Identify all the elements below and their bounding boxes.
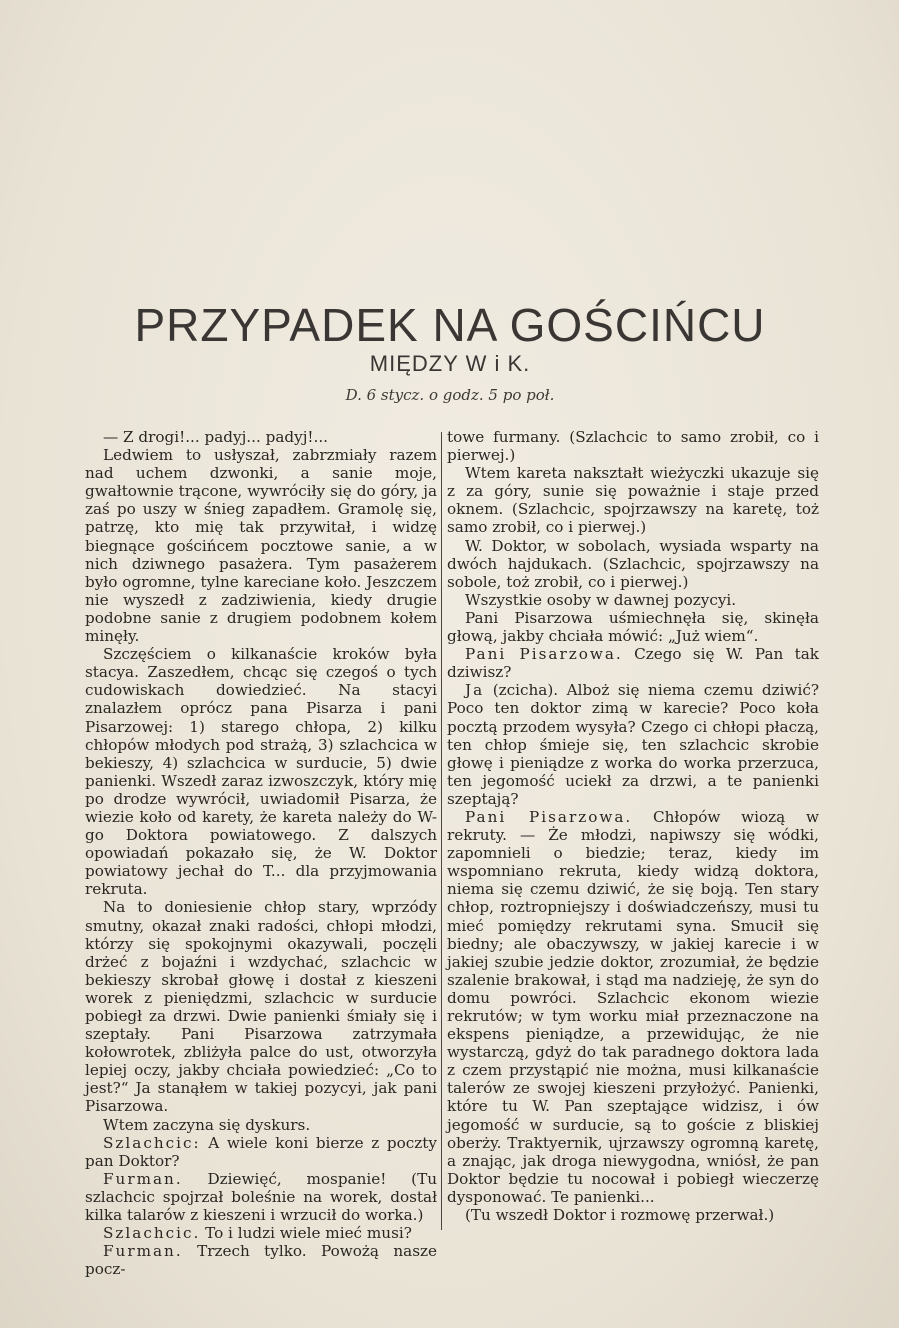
paragraph: Ledwiem to usłyszał, zabrzmiały razem nad uchem dzwonki, a sanie moje, gwałtownie trącone, wywróciły się do góry, ja zaś po uszy w śnieg zapadłem. Gramolę się, patrzę, kto mię tak przywitał, i widzę biegnące gościńcem pocztowe sanie, a w nich dziwnego pasażera. Tym pasażerem było ogromne, tylne kareciane koło. Jeszczem nie wyszedł z zadziwienia, kiedy drugie podobne sanie z drugiem podobnem kołem minęły. bbox=[85, 446, 437, 646]
speaker-name: Furman. bbox=[103, 1242, 183, 1261]
dialogue-line bbox=[447, 808, 819, 1206]
dialogue-line bbox=[85, 1170, 437, 1224]
column-divider bbox=[441, 432, 442, 1230]
right-column bbox=[447, 428, 819, 1224]
paragraph: W. Doktor, w sobolach, wysiada wsparty na dwóch hajdukach. (Szlachcic, spojrzawszy na sobole, toż zrobił, co i pierwej.) bbox=[447, 536, 819, 591]
paragraph: — Z drogi!... padyj... padyj!... bbox=[103, 428, 328, 446]
paragraph: (Tu wszedł Doktor i rozmowę przerwał.) bbox=[465, 1206, 775, 1225]
speaker-name: Pani Pisarzowa. bbox=[465, 807, 633, 826]
dialogue-text: Chłopów wiozą w rekruty. — Że młodzi, napiwszy się wódki, zapomnieli o biedzie; teraz, kiedy im wspomniano rekruta, kiedy widzą doktora, niema się czemu dziwić, że się boją. Ten stary chłop, roztropniejszy i doświadczeńszy, musi tu mieć pomiędzy rekrutami syna. Smucił się biedny; ale obaczywszy, w jakiej karecie i w jakiej szubie jedzie doktor, zrozumiał, że będzie szalenie brakował, i stąd ma nadzieję, że syn do domu powróci. Szlachcic ekonom wiezie rekrutów; w tym worku miał przeznaczone na ekspens pieniądze, a przewidując, że nie wystarczą, gdyż do tak paradnego doktora lada z czem przystąpić nie można, musi kilkanaście talerów ze swojej kieszeni przyłożyć. Panienki, które tu W. Pan szeptające widzisz, i ów jegomość w surducie, są to goście z bliskiej oberży. Traktyernik, ujrzawszy ogromną karetę, a znając, jak droga niewygodna, wniósł, że pan Doktor będzie tu nocował i pobiegł wieczerzę dysponować. Te panienki... bbox=[447, 807, 819, 1206]
paragraph: Szczęściem o kilkanaście kroków była stacya. Zaszedłem, chcąc się czegoś o tych cudowiskach dowiedzieć. Na stacyi znalazłem oprócz pana Pisarza i pani Pisarzowej: 1) starego chłopa, 2) kilku chłopów młodych pod strażą, 3) szlachcica w bekieszy, 4) szlachcica w surducie, 5) dwie panienki. Wszedł zaraz izwoszczyk, który mię po drodze wywrócił, uwiadomił Pisarza, że wiezie koło od karety, że kareta należy do W-go Doktora powiatowego. Z dalszych opowiadań pokazało się, że W. Doktor powiatowy jechał do T... dla przyjmowania rekruta. bbox=[85, 645, 437, 899]
dialogue-text: Trzech tylko. Powożą nasze pocz- bbox=[85, 1242, 437, 1279]
paragraph: Wtem zaczyna się dyskurs. bbox=[103, 1115, 311, 1134]
dialogue-text: (zcicha). Alboż się niema czemu dziwić? Poco ten doktor zimą w karecie? Poco koła pocztą przodem wysyła? Czego ci chłopi płaczą, ten chłop śmieje się, ten szlachcic skrobie głowę i pieniądze z worka do worka przerzuca, ten jegomość uciekł za drzwi, a te panienki szeptają? bbox=[447, 681, 819, 808]
dateline: D. 6 stycz. o godz. 5 po poł. bbox=[345, 386, 555, 404]
dialogue-text: To i ludzi wiele mieć musi? bbox=[200, 1224, 412, 1243]
dialogue-text: Czego się W. Pan tak dziwisz? bbox=[447, 645, 819, 682]
dialogue-text: Dziewięć, mospanie! (Tu szlachcic spojrzał boleśnie na worek, dostał kilka talarów z kieszeni i wrzucił do worka.) bbox=[85, 1169, 437, 1225]
speaker-name: Szlachcic. bbox=[103, 1224, 201, 1243]
dialogue-line bbox=[447, 645, 819, 681]
dialogue-line bbox=[85, 1134, 437, 1170]
speaker-name: Furman. bbox=[103, 1169, 183, 1188]
paragraph: Na to doniesienie chłop stary, wprzódy smutny, okazał znaki radości, chłopi młodzi, którzy się spokojnymi okazywali, poczęli drżeć z bojaźni i wzdychać, szlachcic w bekieszy skrobał głowę i dostał z kieszeni worek z pieniędzmi, szlachcic w surducie pobiegł za drzwi. Dwie panienki śmiały się i szeptały. Pani Pisarzowa zatrzymała kołowrotek, zbliżyła palce do ust, otworzyła lepiej oczy, jakby chciała powiedzieć: „Co to jest?“ Ja stanąłem w takiej pozycyi, jak pani Pisarzowa. bbox=[85, 898, 437, 1116]
speaker-name: Ja bbox=[465, 681, 485, 700]
speaker-name: Szlachcic: bbox=[103, 1133, 201, 1152]
paragraph: Wszystkie osoby w dawnej pozycyi. bbox=[465, 590, 737, 609]
dialogue-line bbox=[85, 1224, 437, 1242]
paragraph: Pani Pisarzowa uśmiechnęła się, skinęła głową, jakby chciała mówić: „Już wiem“. bbox=[447, 608, 819, 646]
dialogue-line bbox=[447, 681, 819, 808]
speaker-name: Pani Pisarzowa. bbox=[465, 645, 623, 664]
page-title: PRZYPADEK NA GOŚCIŃCU bbox=[134, 299, 766, 351]
dialogue-line bbox=[85, 1242, 437, 1278]
subtitle: MIĘDZY W i K. bbox=[369, 351, 531, 376]
paragraph: towe furmany. (Szlachcic to samo zrobił, co i pierwej.) bbox=[447, 428, 819, 465]
dialogue-text: A wiele koni bierze z poczty pan Doktor? bbox=[85, 1133, 437, 1170]
paragraph: Wtem kareta nakształt wieżyczki ukazuje się z za góry, sunie się poważnie i staje przed oknem. (Szlachcic, spojrzawszy na karetę, toż samo zrobił, co i pierwej.) bbox=[447, 464, 819, 537]
left-column bbox=[85, 428, 437, 1278]
